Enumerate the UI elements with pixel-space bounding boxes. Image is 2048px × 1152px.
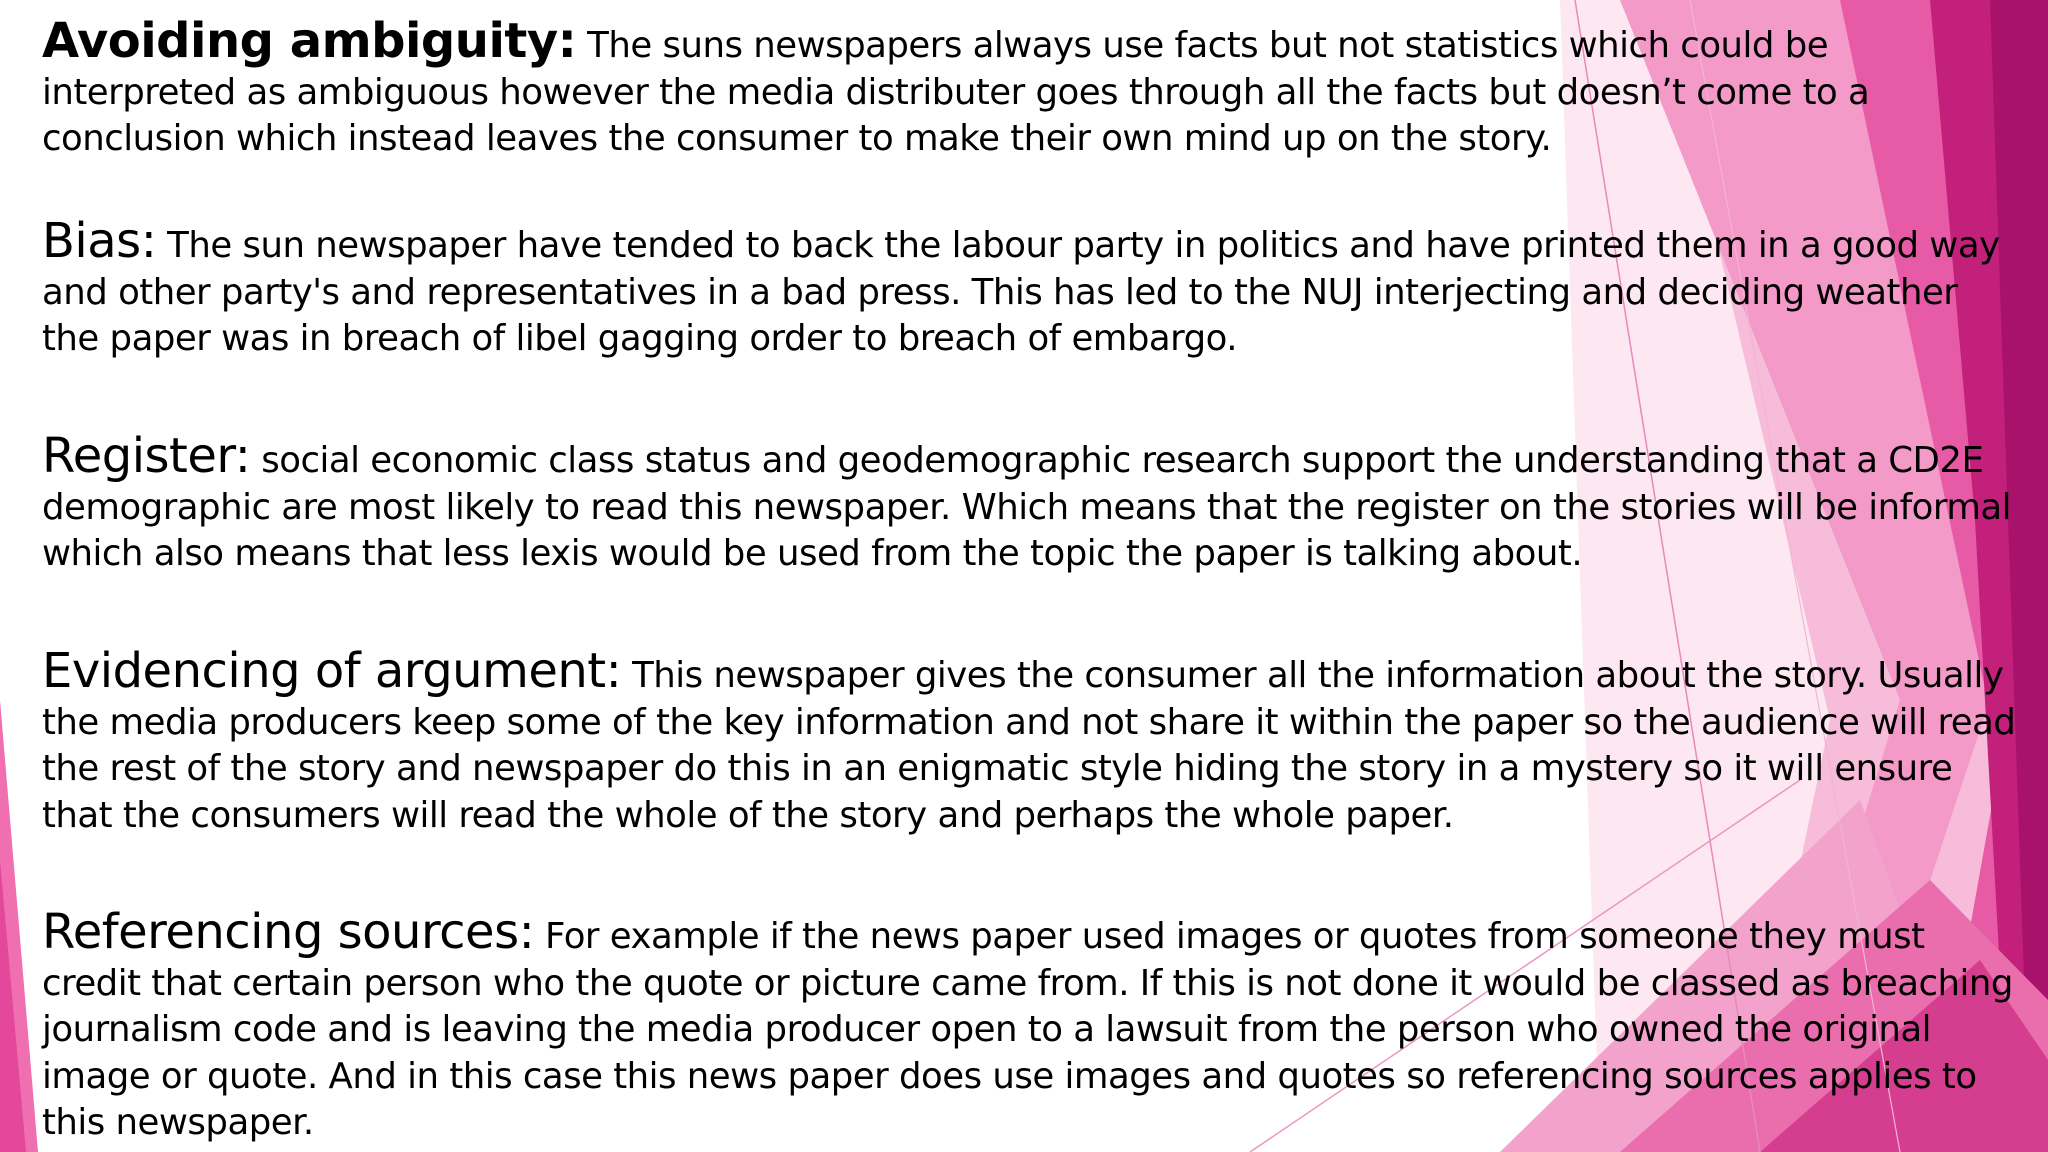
section-body: social economic class status and geodemographic research support the understanding that a CD2E demographic are most likely to read this newspaper. Which means that the register on the stories will be informal which also means that less lexis would be used from the topic the paper is talking about. bbox=[42, 440, 2012, 574]
section-heading: Referencing sources: bbox=[42, 904, 535, 960]
section-heading: Evidencing of argument: bbox=[42, 643, 622, 699]
section-body: The suns newspapers always use facts but not statistics which could be interpreted as ambiguous however the media distributer goes through all the facts but doesn’t come to a conclusion which instead leaves the consumer to make their own mind up on the story. bbox=[42, 25, 1870, 159]
section-body: This newspaper gives the consumer all the information about the story. Usually the media producers keep some of the key information and not share it within the paper so the audience will read the rest of the story and newspaper do this in an enigmatic style hiding the story in a mystery so it will ensure that the consumers will read the whole of the story and perhaps the whole paper. bbox=[42, 655, 2016, 836]
section-bias bbox=[42, 213, 2022, 363]
section-heading: Register: bbox=[42, 428, 251, 484]
section-avoiding-ambiguity bbox=[42, 13, 2022, 163]
section-register bbox=[42, 428, 2022, 578]
section-body: For example if the news paper used images or quotes from someone they must credit that certain person who the quote or picture came from. If this is not done it would be classed as breaching journalism code and is leaving the media producer open to a lawsuit from the person who owned the original image or quote. And in this case this news paper does use images and quotes so referencing sources applies to this newspaper. bbox=[42, 916, 2013, 1143]
section-heading: Bias: bbox=[42, 213, 157, 269]
section-evidencing-of-argument bbox=[42, 643, 2022, 839]
section-referencing-sources bbox=[42, 904, 2022, 1147]
section-body: The sun newspaper have tended to back the labour party in politics and have printed them in a good way and other party's and representatives in a bad press. This has led to the NUJ interjecting and deciding weather the paper was in breach of libel gagging order to breach of embargo. bbox=[42, 225, 2000, 359]
section-heading: Avoiding ambiguity: bbox=[42, 13, 577, 69]
